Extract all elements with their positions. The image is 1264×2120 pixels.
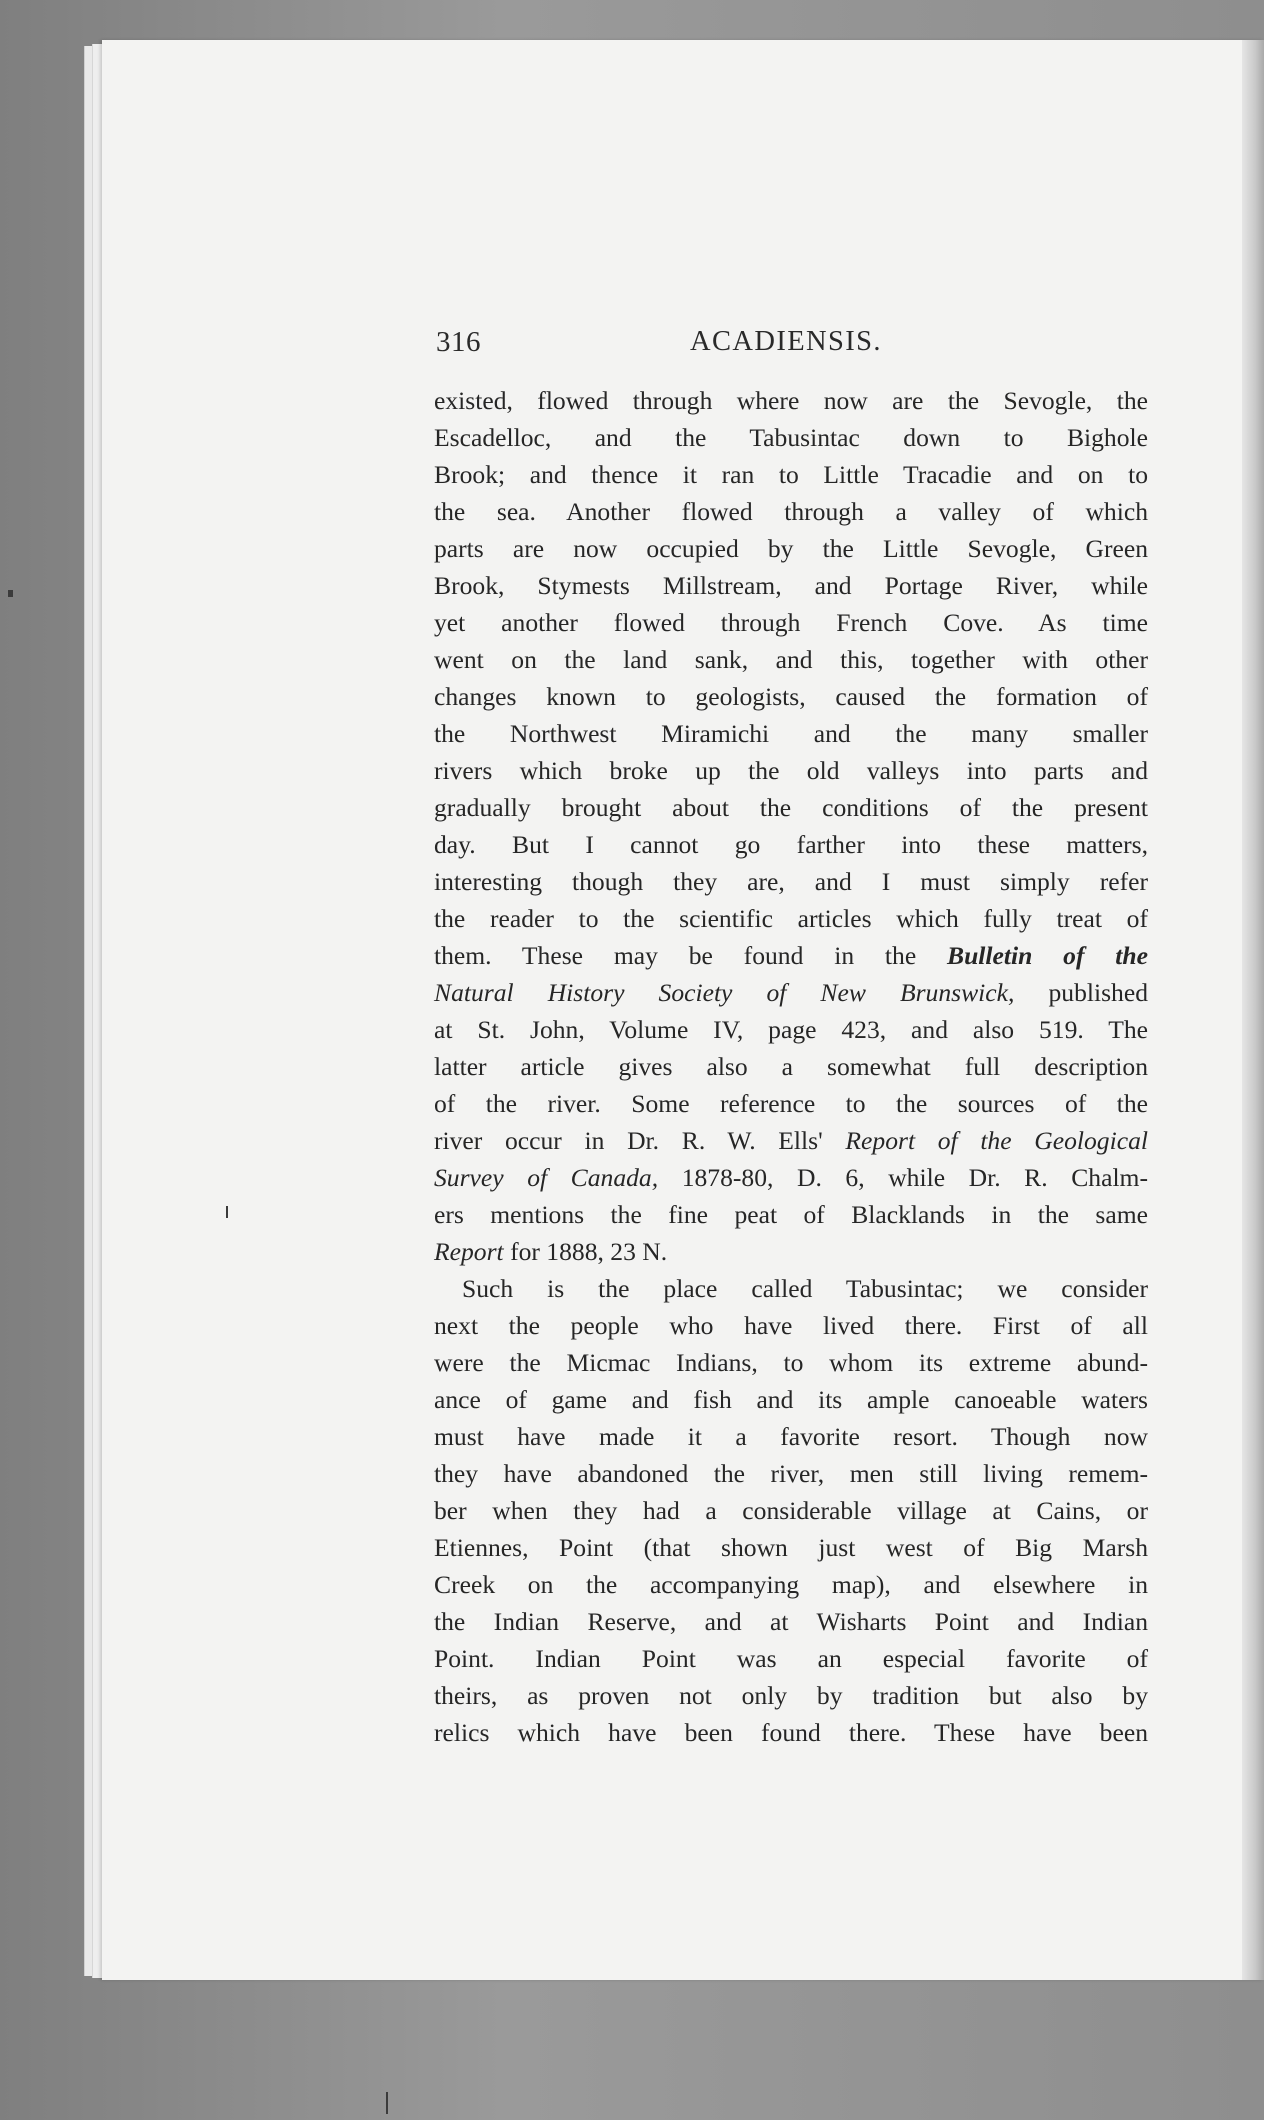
text-line bbox=[434, 382, 1148, 419]
text-run: parts are now occupied by the Little Sevogle, Green bbox=[434, 534, 1148, 563]
text-run: were the Micmac Indians, to whom its extreme abund- bbox=[434, 1348, 1148, 1377]
text-line bbox=[434, 1418, 1148, 1455]
text-line bbox=[434, 1714, 1148, 1751]
text-line bbox=[434, 1307, 1148, 1344]
text-run: the Indian Reserve, and at Wisharts Point and Indian bbox=[434, 1607, 1148, 1636]
text-run: existed, flowed through where now are the Sevogle, the bbox=[434, 386, 1148, 415]
text-line bbox=[434, 715, 1148, 752]
text-run: Creek on the accompanying map), and elsewhere in bbox=[434, 1570, 1148, 1599]
text-line bbox=[434, 789, 1148, 826]
text-run: ber when they had a considerable village at Cains, or bbox=[434, 1496, 1148, 1525]
text-run: Brook; and thence it ran to Little Tracadie and on to bbox=[434, 460, 1148, 489]
text-run: Brook, Stymests Millstream, and Portage River, while bbox=[434, 571, 1148, 600]
text-run: relics which have been found there. These have been bbox=[434, 1718, 1148, 1747]
text-line bbox=[434, 1640, 1148, 1677]
text-line bbox=[434, 1159, 1148, 1196]
text-run: must have made it a favorite resort. Though now bbox=[434, 1422, 1148, 1451]
text-line bbox=[434, 1048, 1148, 1085]
italic-text: Report of the Geological bbox=[845, 1126, 1148, 1155]
text-run: the Northwest Miramichi and the many smaller bbox=[434, 719, 1148, 748]
text-line bbox=[434, 1529, 1148, 1566]
italic-text: Report bbox=[434, 1237, 504, 1266]
text-line bbox=[434, 863, 1148, 900]
text-run: they have abandoned the river, men still living remem- bbox=[434, 1459, 1148, 1488]
body-text bbox=[434, 382, 1148, 1751]
margin-speck bbox=[8, 590, 13, 597]
journal-title: ACADIENSIS. bbox=[690, 326, 882, 357]
text-line bbox=[434, 1492, 1148, 1529]
text-run: Point. Indian Point was an especial favorite of bbox=[434, 1644, 1148, 1673]
italic-text: Survey of Canada, bbox=[434, 1163, 659, 1192]
text-line bbox=[434, 493, 1148, 530]
text-run: of the river. Some reference to the sources of the bbox=[434, 1089, 1148, 1118]
italic-text: Bulletin of the bbox=[947, 941, 1148, 970]
text-run: river occur in Dr. R. W. Ells' bbox=[434, 1126, 846, 1155]
text-run: yet another flowed through French Cove. As time bbox=[434, 608, 1148, 637]
text-line bbox=[434, 826, 1148, 863]
text-run: Escadelloc, and the Tabusintac down to Bighole bbox=[434, 423, 1148, 452]
text-run: them. These may be found in the bbox=[434, 941, 947, 970]
book-gutter-shadow bbox=[1242, 40, 1264, 1980]
text-line bbox=[434, 1603, 1148, 1640]
text-run: at St. John, Volume IV, page 423, and also 519. The bbox=[434, 1015, 1148, 1044]
text-line bbox=[434, 1677, 1148, 1714]
text-line bbox=[434, 1011, 1148, 1048]
text-run: day. But I cannot go farther into these matters, bbox=[434, 830, 1148, 859]
text-line bbox=[434, 1085, 1148, 1122]
italic-text: Natural History Society of New Brunswick, bbox=[434, 978, 1015, 1007]
margin-speck bbox=[226, 1206, 228, 1218]
text-line bbox=[434, 1344, 1148, 1381]
text-run: theirs, as proven not only by tradition but also by bbox=[434, 1681, 1148, 1710]
text-line bbox=[434, 530, 1148, 567]
text-line bbox=[434, 604, 1148, 641]
text-run: Etiennes, Point (that shown just west of Big Marsh bbox=[434, 1533, 1148, 1562]
text-run: ance of game and fish and its ample canoeable waters bbox=[434, 1385, 1148, 1414]
text-run: interesting though they are, and I must simply refer bbox=[434, 867, 1148, 896]
text-run: ers mentions the fine peat of Blacklands in the same bbox=[434, 1200, 1148, 1229]
text-run: went on the land sank, and this, together with other bbox=[434, 645, 1148, 674]
text-run: published bbox=[1014, 978, 1148, 1007]
text-line bbox=[434, 456, 1148, 493]
text-run: the reader to the scientific articles which fully treat of bbox=[434, 904, 1148, 933]
text-line bbox=[434, 678, 1148, 715]
text-line bbox=[434, 1270, 1148, 1307]
margin-speck bbox=[386, 2092, 388, 2114]
text-run: Such is the place called Tabusintac; we consider bbox=[462, 1274, 1148, 1303]
text-line bbox=[434, 1566, 1148, 1603]
text-line bbox=[434, 1381, 1148, 1418]
text-line bbox=[434, 752, 1148, 789]
running-head bbox=[436, 326, 1148, 374]
text-line bbox=[434, 1122, 1148, 1159]
text-line bbox=[434, 937, 1148, 974]
text-line bbox=[434, 974, 1148, 1011]
text-line bbox=[434, 1233, 1148, 1270]
text-run: rivers which broke up the old valleys into parts and bbox=[434, 756, 1148, 785]
text-run: latter article gives also a somewhat full description bbox=[434, 1052, 1148, 1081]
text-line bbox=[434, 900, 1148, 937]
text-line bbox=[434, 567, 1148, 604]
text-run: changes known to geologists, caused the formation of bbox=[434, 682, 1148, 711]
text-run: gradually brought about the conditions of the present bbox=[434, 793, 1148, 822]
text-line bbox=[434, 419, 1148, 456]
text-line bbox=[434, 641, 1148, 678]
text-run: 1878-80, D. 6, while Dr. R. Chalm- bbox=[658, 1163, 1148, 1192]
page-number: 316 bbox=[436, 326, 481, 358]
text-line bbox=[434, 1455, 1148, 1492]
text-run: next the people who have lived there. First of all bbox=[434, 1311, 1148, 1340]
text-run: for 1888, 23 N. bbox=[503, 1237, 668, 1266]
text-run: the sea. Another flowed through a valley of which bbox=[434, 497, 1148, 526]
text-line bbox=[434, 1196, 1148, 1233]
